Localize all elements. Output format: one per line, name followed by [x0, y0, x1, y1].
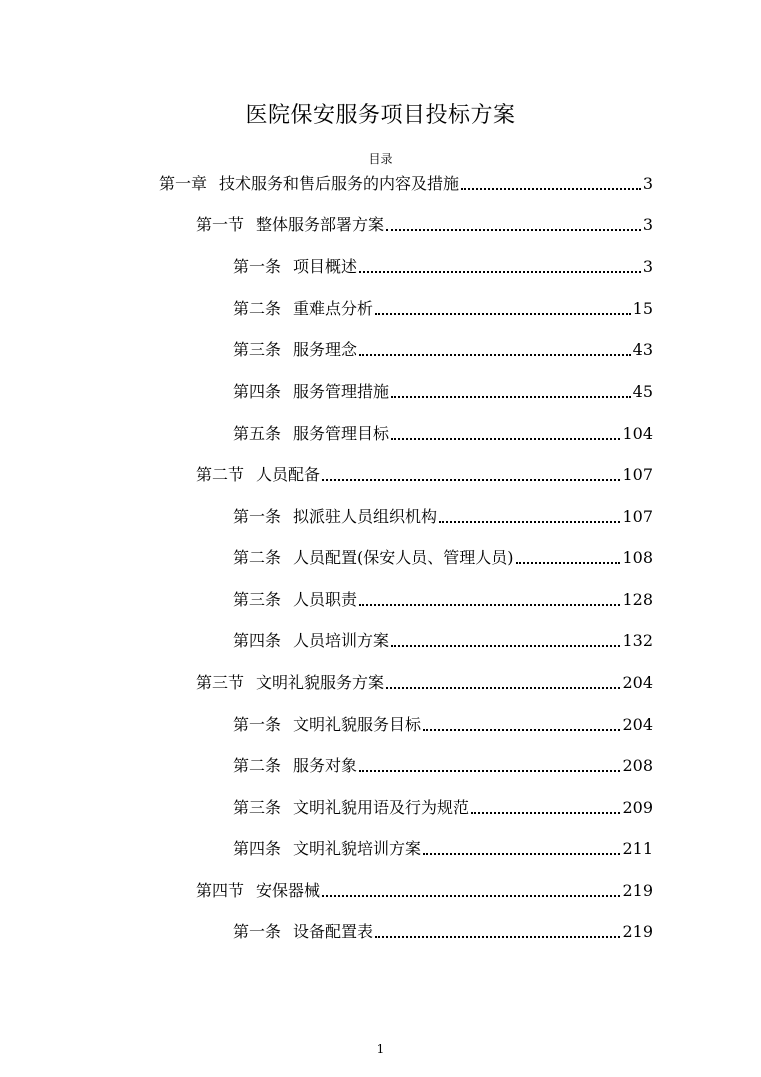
- toc-entry-number: 第一条: [233, 922, 282, 941]
- toc-entry-article[interactable]: [233, 544, 653, 568]
- toc-entry-number: 第四条: [233, 839, 282, 858]
- toc-entry-number: 第二条: [233, 756, 282, 775]
- toc-entry-title: 拟派驻人员组织机构: [293, 507, 438, 526]
- toc-entry-number: 第一章: [159, 174, 208, 193]
- toc-entry-page: 128: [622, 590, 653, 609]
- toc-entry-number: 第四条: [233, 382, 282, 401]
- toc-dot-leader: [516, 561, 621, 564]
- toc-entry-title: 安保器械: [256, 881, 321, 900]
- toc-entry-title: 文明礼貌服务方案: [256, 673, 385, 692]
- toc-dot-leader: [461, 187, 641, 190]
- toc-entry-page: 3: [642, 257, 653, 276]
- toc-entry-number: 第二条: [233, 548, 282, 567]
- toc-dot-leader: [322, 478, 620, 481]
- toc-entry-article[interactable]: [233, 711, 653, 735]
- toc-entry-article[interactable]: [233, 295, 653, 319]
- toc-dot-leader: [423, 852, 620, 855]
- toc-entry-title: 重难点分析: [293, 299, 374, 318]
- toc-entry-title: 文明礼貌服务目标: [293, 715, 422, 734]
- toc-entry-section[interactable]: [196, 669, 653, 693]
- toc-entry-number: 第一条: [233, 257, 282, 276]
- toc-entry-page: 204: [622, 673, 653, 692]
- toc-entry-article[interactable]: [233, 752, 653, 776]
- toc-entry-number: 第二节: [196, 465, 245, 484]
- toc-entry-number: 第一条: [233, 507, 282, 526]
- toc-entry-page: 104: [622, 424, 653, 443]
- toc-entry-article[interactable]: [233, 794, 653, 818]
- toc-entry-page: 43: [632, 340, 653, 359]
- toc-entry-article[interactable]: [233, 253, 653, 277]
- toc-dot-leader: [471, 811, 620, 814]
- toc-entry-article[interactable]: [233, 336, 653, 360]
- toc-dot-leader: [359, 353, 631, 356]
- toc-entry-article[interactable]: [233, 503, 653, 527]
- toc-entry-title: 整体服务部署方案: [256, 215, 385, 234]
- toc-entry-title: 人员配置(保安人员、管理人员): [293, 548, 514, 567]
- toc-entry-page: 208: [622, 756, 653, 775]
- toc-dot-leader: [359, 769, 620, 772]
- toc-entry-page: 15: [632, 299, 653, 318]
- toc-dot-leader: [439, 520, 620, 523]
- page-number: 1: [376, 1042, 385, 1056]
- toc-dot-leader: [359, 270, 641, 273]
- toc-dot-leader: [391, 437, 620, 440]
- toc-entry-article[interactable]: [233, 378, 653, 402]
- toc-entry-number: 第五条: [233, 424, 282, 443]
- toc-entry-section[interactable]: [196, 461, 653, 485]
- toc-entry-title: 人员职责: [293, 590, 358, 609]
- toc-entry-page: 219: [622, 881, 653, 900]
- toc-entry-title: 服务管理措施: [293, 382, 390, 401]
- toc-dot-leader: [386, 686, 620, 689]
- toc-entry-title: 人员培训方案: [293, 631, 390, 650]
- toc-dot-leader: [386, 228, 641, 231]
- toc-entry-article[interactable]: [233, 420, 653, 444]
- toc-entry-title: 设备配置表: [293, 922, 374, 941]
- toc-entry-page: 219: [622, 922, 653, 941]
- toc-heading: 目录: [368, 152, 393, 166]
- toc-entry-chapter[interactable]: [159, 170, 653, 194]
- toc-entry-title: 文明礼貌培训方案: [293, 839, 422, 858]
- toc-entry-title: 服务对象: [293, 756, 358, 775]
- toc-entry-number: 第三条: [233, 798, 282, 817]
- toc-entry-page: 204: [622, 715, 653, 734]
- toc-entry-article[interactable]: [233, 586, 653, 610]
- page-title: 医院保安服务项目投标方案: [245, 103, 516, 128]
- toc-entry-article[interactable]: [233, 918, 653, 942]
- toc-entry-page: 108: [622, 548, 653, 567]
- toc-entry-page: 211: [622, 839, 653, 858]
- toc-entry-page: 107: [622, 507, 653, 526]
- toc-entry-title: 人员配备: [256, 465, 321, 484]
- toc-entry-page: 132: [622, 631, 653, 650]
- toc-entry-title: 文明礼貌用语及行为规范: [293, 798, 470, 817]
- toc-entry-number: 第三条: [233, 590, 282, 609]
- toc-dot-leader: [391, 644, 620, 647]
- toc-entry-title: 技术服务和售后服务的内容及措施: [219, 174, 460, 193]
- toc-entry-page: 3: [642, 215, 653, 234]
- toc-dot-leader: [391, 395, 631, 398]
- toc-dot-leader: [375, 312, 631, 315]
- toc-entry-page: 45: [632, 382, 653, 401]
- toc-dot-leader: [375, 935, 620, 938]
- toc-entry-section[interactable]: [196, 211, 653, 235]
- toc-entry-title: 服务理念: [293, 340, 358, 359]
- toc-entry-number: 第四条: [233, 631, 282, 650]
- toc-entry-number: 第三节: [196, 673, 245, 692]
- toc-entry-number: 第四节: [196, 881, 245, 900]
- toc-entry-title: 项目概述: [293, 257, 358, 276]
- toc-entry-number: 第一节: [196, 215, 245, 234]
- toc-entry-number: 第三条: [233, 340, 282, 359]
- toc-entry-number: 第一条: [233, 715, 282, 734]
- toc-entry-number: 第二条: [233, 299, 282, 318]
- toc-entry-article[interactable]: [233, 835, 653, 859]
- toc-entry-title: 服务管理目标: [293, 424, 390, 443]
- toc-dot-leader: [359, 603, 620, 606]
- toc-entry-page: 3: [642, 174, 653, 193]
- toc-dot-leader: [322, 894, 620, 897]
- toc-dot-leader: [423, 728, 620, 731]
- toc-entry-page: 107: [622, 465, 653, 484]
- toc-entry-page: 209: [622, 798, 653, 817]
- toc-entry-article[interactable]: [233, 627, 653, 651]
- toc-entry-section[interactable]: [196, 877, 653, 901]
